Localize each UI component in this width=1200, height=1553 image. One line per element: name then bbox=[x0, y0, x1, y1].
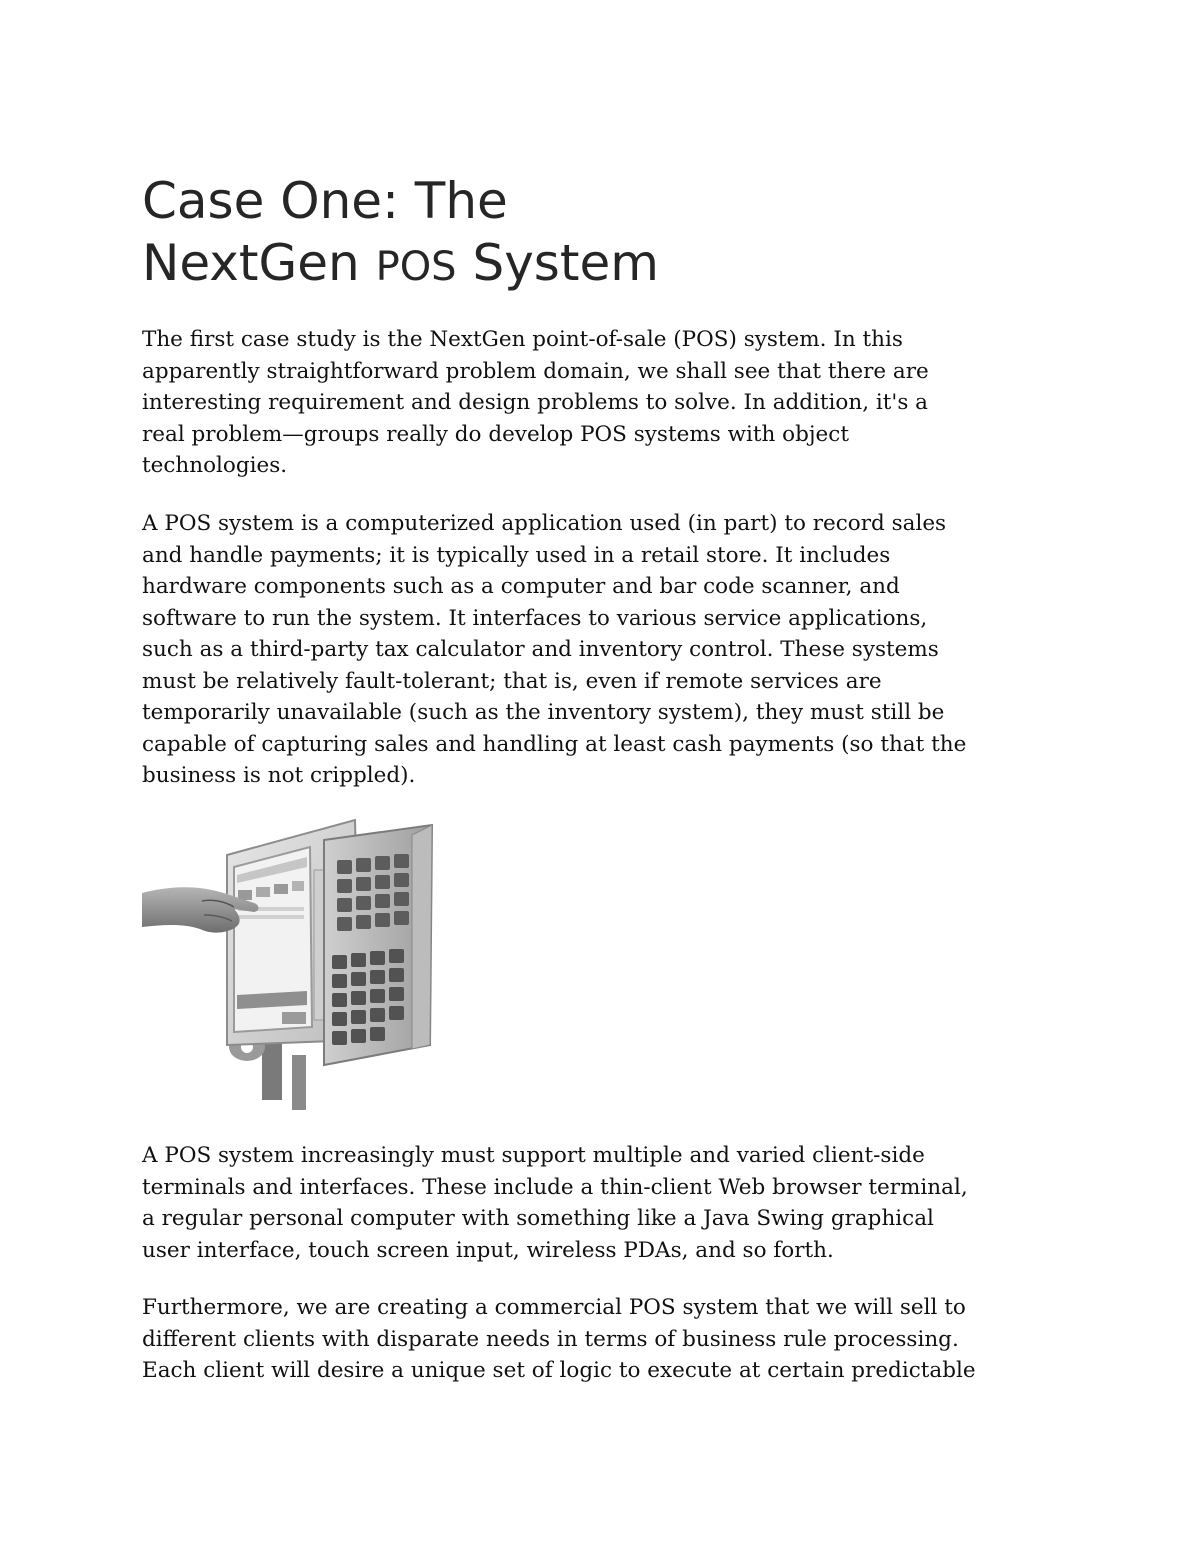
title-acronym: POS bbox=[375, 244, 457, 290]
title-line-2-part-c: System bbox=[456, 234, 659, 292]
title-line-1: Case One: The bbox=[142, 172, 508, 230]
text-line: such as a third-party tax calculator and inventory control. These systems bbox=[142, 637, 939, 662]
text-line: The first case study is the NextGen point-of-sale (POS) system. In this bbox=[142, 327, 903, 352]
text-line: Each client will desire a unique set of logic to execute at certain predictable bbox=[142, 1358, 976, 1383]
page-title bbox=[142, 170, 1042, 298]
text-line: must be relatively fault-tolerant; that is, even if remote services are bbox=[142, 668, 882, 694]
text-line: a regular personal computer with something like a Java Swing graphical bbox=[142, 1206, 934, 1231]
text-line: software to run the system. It interfaces to various service applications, bbox=[142, 605, 928, 631]
text-line: user interface, touch screen input, wireless PDAs, and so forth. bbox=[142, 1237, 834, 1263]
text-line: interesting requirement and design problems to solve. In addition, it's a bbox=[142, 390, 928, 415]
text-line: temporarily unavailable (such as the inventory system), they must still be bbox=[142, 700, 945, 725]
text-line: business is not crippled). bbox=[142, 763, 416, 788]
paragraph-intro bbox=[142, 324, 1072, 482]
paragraph-pos-definition bbox=[142, 508, 1072, 792]
text-line: and handle payments; it is typically used in a retail store. It includes bbox=[142, 542, 891, 568]
title-line-2 bbox=[142, 232, 1042, 298]
pos-terminal-photo-icon bbox=[142, 815, 438, 1110]
title-line-2-part-a: NextGen bbox=[142, 234, 376, 292]
paragraph-commercial-system bbox=[142, 1292, 1072, 1387]
text-line: terminals and interfaces. These include a thin-client Web browser terminal, bbox=[142, 1174, 968, 1200]
text-line: apparently straightforward problem domain, we shall see that there are bbox=[142, 358, 929, 384]
text-line: A POS system increasingly must support multiple and varied client-side bbox=[142, 1143, 925, 1168]
text-line: real problem—groups really do develop POS systems with object bbox=[142, 421, 849, 447]
text-line: hardware components such as a computer and bar code scanner, and bbox=[142, 574, 900, 599]
text-line: A POS system is a computerized application used (in part) to record sales bbox=[142, 511, 947, 536]
text-line: different clients with disparate needs in terms of business rule processing. bbox=[142, 1326, 959, 1352]
text-line: Furthermore, we are creating a commercial POS system that we will sell to bbox=[142, 1295, 966, 1320]
paragraph-client-terminals bbox=[142, 1140, 1072, 1266]
text-line: capable of capturing sales and handling at least cash payments (so that the bbox=[142, 731, 967, 757]
text-line: technologies. bbox=[142, 453, 288, 478]
